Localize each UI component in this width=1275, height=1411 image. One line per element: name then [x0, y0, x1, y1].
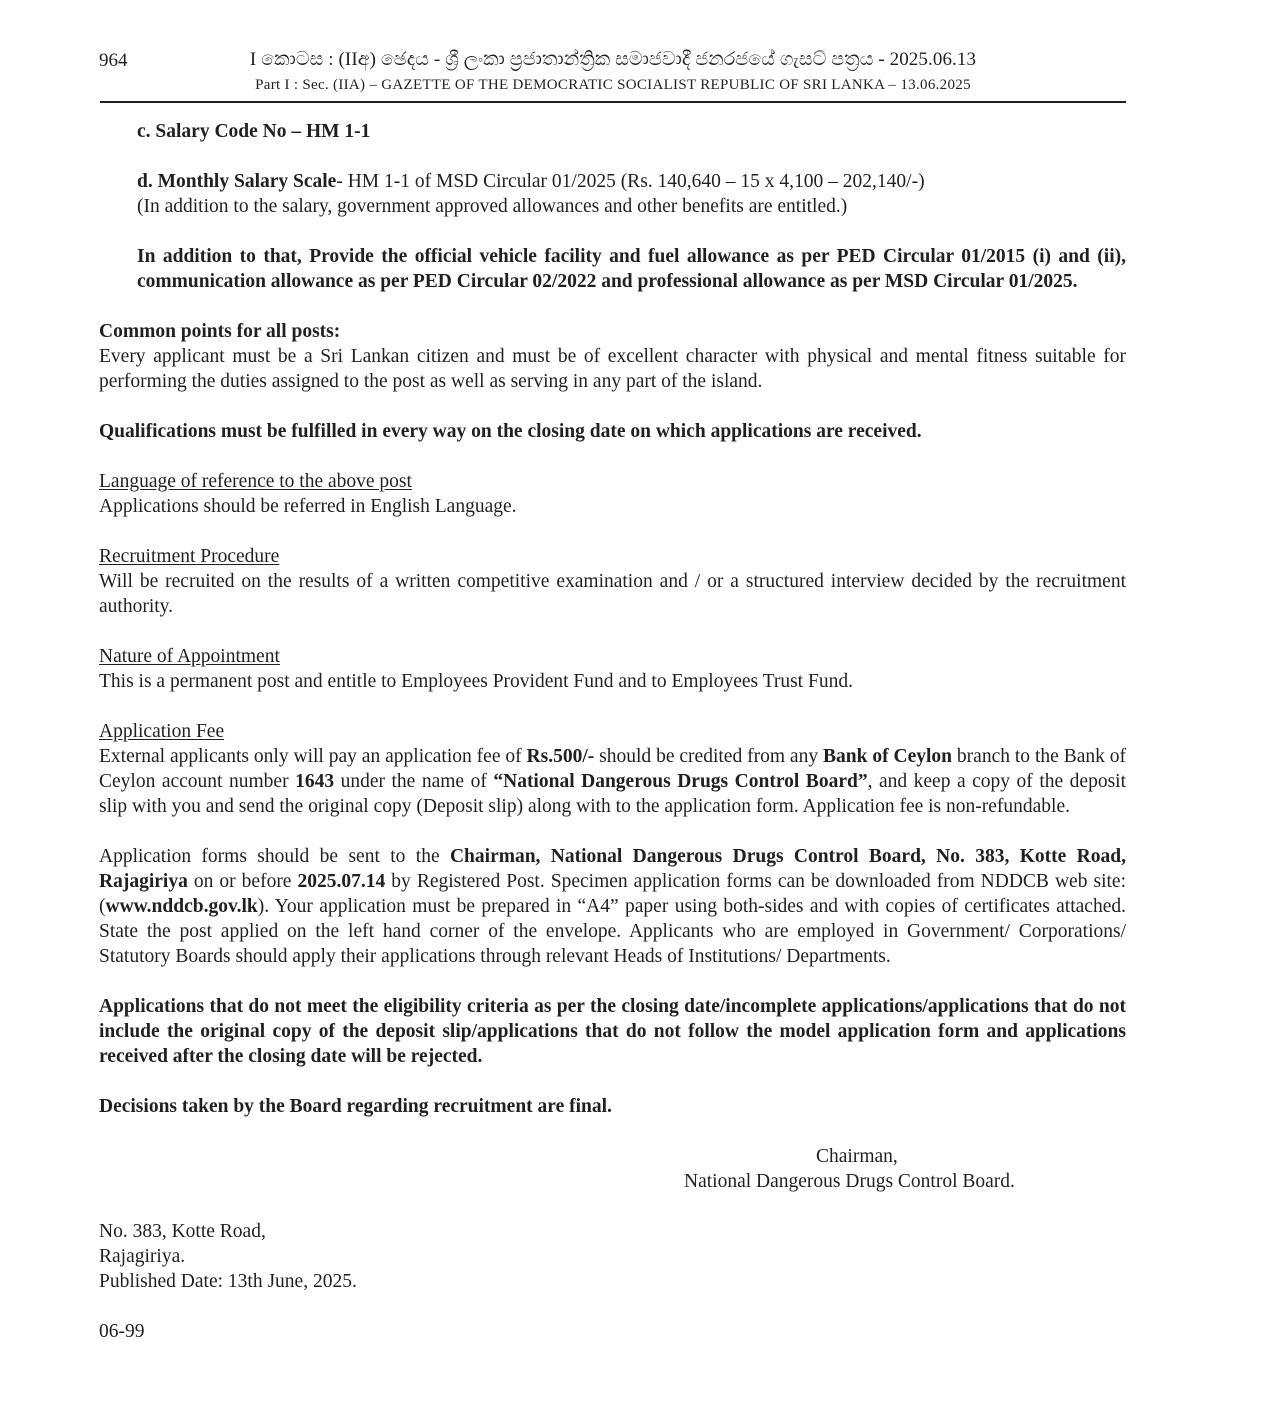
salary-scale	[99, 169, 1126, 194]
recruitment-heading: Recruitment Procedure	[99, 546, 280, 567]
fee-text: External applicants only will pay an application fee of Rs.500/- should be credited from any Bank of Ceylon branch to the Bank of Ceylon account number 1643 under the name of “National Dangerous Drugs Control Board”, and keep a copy of the deposit slip with you and send the original copy (Deposit slip) along with to the application form. Application fee is non-refundable.	[99, 746, 1127, 817]
rejection-note: Applications that do not meet the eligibility criteria as per the closing date/incomplete applications/applications that do not include the original copy of the deposit slip/applications that do not follow the model application form and applications received after the closing date will be rejected.	[99, 996, 1126, 1067]
signature-block	[99, 1144, 1126, 1194]
common-heading: Common points for all posts:	[99, 321, 341, 342]
language-heading: Language of reference to the above post	[99, 471, 412, 492]
common-text: Every applicant must be a Sri Lankan citizen and must be of excellent character with physical and mental fitness suitable for performing the duties assigned to the post as well as serving in any part of the island.	[99, 346, 1126, 392]
closing-date: 2025.07.14	[297, 871, 386, 892]
appointment-heading: Nature of Appointment	[99, 646, 280, 667]
header-divider	[100, 101, 1126, 103]
website-link[interactable]: www.nddcb.gov.lk	[105, 896, 258, 917]
submission-text: Application forms should be sent to the Chairman, National Dangerous Drugs Control Board, No. 383, Kotte Road, Rajagiriya on or before 2025.07.14 by Registered Post. Specimen application forms can be downloaded from NDDCB web site: (www.nddcb.gov.lk). Your application must be prepared in “A4” paper using both-sides and with copies of certificates attached. State the post applied on the left hand corner of the envelope. Applicants who are employed in Government/ Corporations/ Statutory Boards should apply their applications through relevant Heads of Institutions/ Departments.	[99, 846, 1126, 967]
signature-org: National Dangerous Drugs Control Board.	[684, 1171, 1015, 1192]
bank-name: Bank of Ceylon	[823, 746, 953, 767]
fee-amount: Rs.500/-	[526, 746, 595, 767]
english-title: Part I : Sec. (IIA) – GAZETTE OF THE DEMOCRATIC SOCIALIST REPUBLIC OF SRI LANKA – 13.06.2025	[255, 77, 971, 93]
salary-scale-text: - HM 1-1 of MSD Circular 01/2025 (Rs. 140,640 – 15 x 4,100 – 202,140/-)	[336, 171, 925, 192]
qualifications-note: Qualifications must be fulfilled in every way on the closing date on which applications are received.	[99, 421, 922, 442]
published-date: Published Date: 13th June, 2025.	[99, 1271, 357, 1292]
fee-heading: Application Fee	[99, 721, 225, 742]
footer-address-2: Rajagiriya.	[99, 1246, 186, 1267]
submission-address: Chairman, National Dangerous Drugs Control Board, No. 383, Kotte Road, Rajagiriya	[99, 846, 1126, 892]
sinhala-title: I කොටස : (IIඅ) ඡෙදය - ශ්‍රී ලංකා ප්‍රජාතාන්ත්‍රික සමාජවාදී ජනරජයේ ගැසට් පත්‍රය - 2025.06.13	[249, 49, 977, 70]
page-number: 964	[99, 50, 128, 71]
additional-allowances: In addition to that, Provide the official vehicle facility and fuel allowance as per PED Circular 01/2015 (i) and (ii), communication allowance as per PED Circular 02/2022 and professional allowance as per MSD Circular 01/2025.	[137, 246, 1126, 292]
recruitment-text: Will be recruited on the results of a written competitive examination and / or a structured interview decided by the recruitment authority.	[99, 571, 1126, 617]
gazette-header	[100, 46, 1126, 94]
salary-note: (In addition to the salary, government approved allowances and other benefits are entitled.)	[137, 196, 848, 217]
language-text: Applications should be referred in English Language.	[99, 496, 517, 517]
final-note: Decisions taken by the Board regarding recruitment are final.	[99, 1096, 612, 1117]
reference-number: 06-99	[99, 1321, 145, 1342]
footer-address-1: No. 383, Kotte Road,	[99, 1221, 266, 1242]
document-body	[99, 119, 1126, 1344]
appointment-text: This is a permanent post and entitle to Employees Provident Fund and to Employees Trust Fund.	[99, 671, 853, 692]
signature-title: Chairman,	[816, 1146, 898, 1167]
payee-name: “National Dangerous Drugs Control Board”	[493, 771, 868, 792]
salary-code: c. Salary Code No – HM 1-1	[137, 121, 371, 142]
salary-scale-label: d. Monthly Salary Scale	[137, 171, 337, 192]
account-number: 1643	[295, 771, 335, 792]
